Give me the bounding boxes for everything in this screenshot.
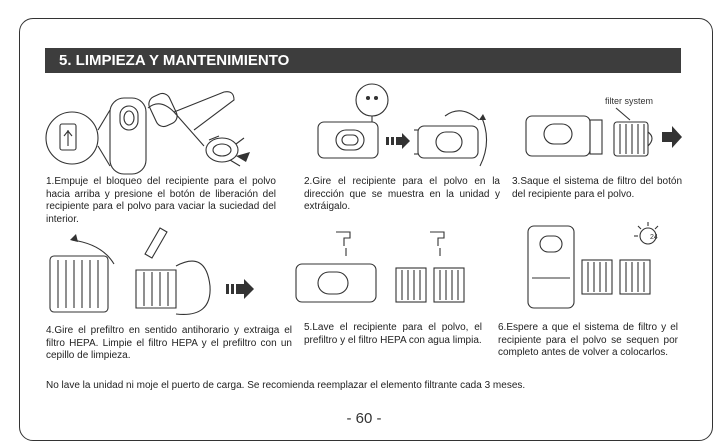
step-2-text: 2.Gire el recipiente para el polvo en la dirección que se muestra en la unidad y extráigalo.: [304, 176, 500, 213]
step5-illustration: [290, 224, 500, 314]
step-6-text: 6.Espere a que el sistema de filtro y el recipiente para el polvo se sequen por completo antes de volver a colocarlos.: [498, 322, 678, 359]
arrow-icon: [662, 126, 682, 148]
arrow-icon: [226, 279, 254, 299]
arrow-icon: [236, 152, 250, 162]
step3-illustration: [520, 106, 690, 172]
step-5-text: 5.Lave el recipiente para el polvo, el prefiltro y el filtro HEPA con agua limpia.: [304, 322, 482, 346]
detail-magnifier: [46, 112, 98, 164]
step-1-text: 1.Empuje el bloqueo del recipiente para el polvo hacia arriba y presione el botón de liberación del recipiente para el polvo para vaciar la suciedad del interior.: [46, 176, 276, 225]
step4-illustration: [44, 226, 264, 322]
page-number: - 60 -: [346, 410, 382, 427]
step6-illustration: [520, 218, 690, 314]
arrow-icon: [386, 133, 410, 149]
step1-illustration: [44, 88, 259, 178]
step2-illustration: [310, 80, 500, 170]
section-title: 5. LIMPIEZA Y MANTENIMIENTO: [45, 48, 681, 73]
faucet-icon: [430, 232, 444, 246]
step-4-text: 4.Gire el prefiltro en sentido antihorario y extraiga el filtro HEPA. Limpie el filtro HEPA y el prefiltro con un cepillo de limpieza.: [46, 325, 292, 362]
faucet-icon: [336, 232, 350, 246]
timer-label: 24: [650, 234, 658, 241]
step-3-text: 3.Saque el sistema de filtro del botón del recipiente para el polvo.: [512, 176, 682, 200]
footer-note: No lave la unidad ni moje el puerto de carga. Se recomienda reemplazar el elemento filtrante cada 3 meses.: [46, 380, 526, 391]
filter-system-label: filter system: [605, 96, 654, 106]
